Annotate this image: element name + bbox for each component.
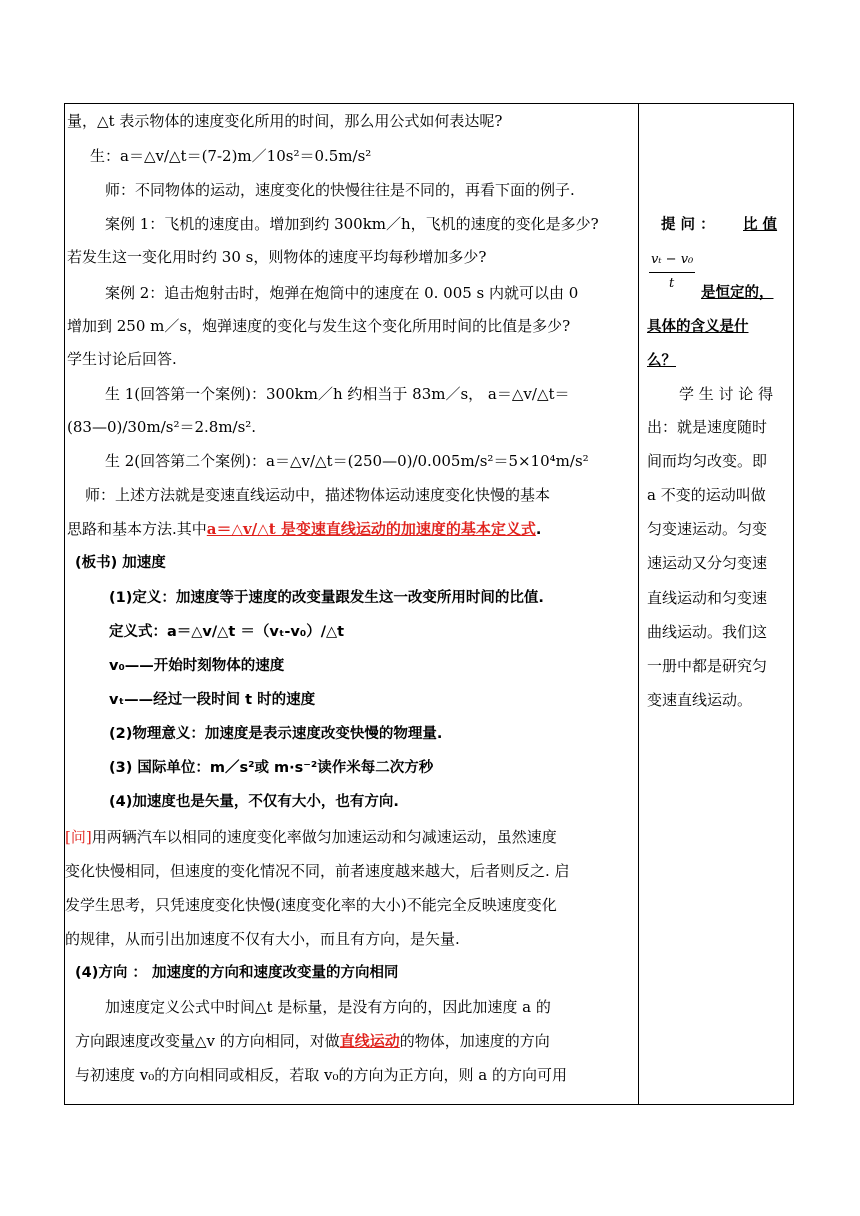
text-line: 生 2(回答第二个案例)：a＝△v/△t＝(250—0)/0.005m/s²＝5×10⁴m/s² (105, 452, 589, 470)
board-heading: (板书) 加速度 (75, 555, 166, 571)
main-column (65, 104, 638, 1104)
text-segment: 的物体，加速度的方向 (399, 1032, 550, 1050)
text-line: 师：不同物体的运动，速度变化的快慢往往是不同的，再看下面的例子. (105, 181, 575, 199)
direction-heading: (4)方向 ： 加速度的方向和速度改变量的方向相同 (75, 965, 399, 981)
question-text: 具体的含义是什 (647, 319, 749, 335)
text-line: 学生讨论后回答. (67, 350, 177, 368)
text-line: 生：a＝△v/△t＝(7-2)m／10s²＝0.5m/s² (90, 147, 372, 165)
text-segment: 思路和基本方法.其中 (67, 520, 207, 538)
highlighted-definition: a＝△v/△t 是变速直线运动的加速度的基本定义式 (206, 520, 536, 538)
linear-motion-link[interactable]: 直线运动 (339, 1032, 400, 1050)
ratio-label: 比 值 (743, 217, 778, 233)
answer-text: 直线运动和匀变速 (647, 589, 768, 607)
text-line: 与初速度 v₀的方向相同或相反，若取 v₀的方向为正方向，则 a 的方向可用 (75, 1066, 567, 1084)
text-line: 加速度定义公式中时间△t 是标量，是没有方向的，因此加速度 a 的 (105, 998, 551, 1016)
question-tag: [问] (65, 828, 92, 846)
text-line: 的规律，从而引出加速度不仅有大小，而且有方向，是矢量. (65, 930, 460, 948)
text-line: 案例 1：飞机的速度由。增加到约 300km／h，飞机的速度的变化是多少? (105, 215, 599, 233)
text-line: 量，△t 表示物体的速度变化所用的时间，那么用公式如何表达呢? (67, 112, 503, 130)
answer-text: 速运动又分匀变速 (647, 554, 768, 572)
answer-text: 一册中都是研究匀 (647, 657, 768, 675)
text-line (75, 1032, 550, 1050)
fraction-bar (649, 272, 695, 273)
text-line: 师：上述方法就是变速直线运动中，描述物体运动速度变化快慢的基本 (85, 486, 551, 504)
text-segment: 方向跟速度改变量△v 的方向相同，对做 (75, 1032, 340, 1050)
text-line: (83—0)/30m/s²＝2.8m/s². (67, 418, 257, 436)
answer-text: 匀变速运动。匀变 (647, 520, 768, 538)
answer-text: 曲线运动。我们这 (647, 623, 768, 641)
unit-line: (3) 国际单位：m／s²或 m·s⁻²读作米每二次方秒 (109, 760, 434, 776)
variable-line: v₀——开始时刻物体的速度 (109, 658, 285, 674)
fraction-denominator: t (669, 276, 675, 291)
answer-text: 变速直线运动。 (647, 691, 753, 709)
answer-text: 间而均匀改变。即 (647, 452, 768, 470)
text-line (67, 520, 541, 539)
question-text: 么？ (647, 353, 676, 369)
text-line: 若发生这一变化用时约 30 s，则物体的速度平均每秒增加多少? (67, 248, 487, 266)
answer-text: a 不变的运动叫做 (647, 486, 766, 504)
text-segment: . (535, 522, 542, 538)
meaning-line: (2)物理意义：加速度是表示速度改变快慢的物理量. (109, 726, 443, 742)
text-line: 生 1(回答第一个案例)：300km／h 约相当于 83m／s， a＝△v/△t＝ (105, 385, 570, 403)
formula-line: 定义式：a＝△v/△t ＝（vₜ-v₀）/△t (109, 624, 345, 640)
question-label: 提 问 ： (661, 217, 715, 233)
text-line: 发学生思考，只凭速度变化快慢(速度变化率的大小)不能完全反映速度变化 (65, 896, 557, 914)
text-line: 案例 2：追击炮射击时，炮弹在炮筒中的速度在 0. 005 s 内就可以由 0 (105, 284, 579, 302)
answer-text: 学 生 讨 论 得 (679, 385, 774, 403)
variable-line: vₜ——经过一段时间 t 时的速度 (109, 692, 316, 708)
question-text: 是恒定的， (701, 285, 774, 301)
definition-line: (1)定义：加速度等于速度的改变量跟发生这一改变所用时间的比值. (109, 590, 544, 606)
text-line (65, 828, 557, 846)
vector-line: (4)加速度也是矢量，不仅有大小，也有方向. (109, 794, 399, 810)
text-segment: 用两辆汽车以相同的速度变化率做匀加速运动和匀减速运动，虽然速度 (91, 828, 557, 846)
answer-text: 出：就是速度随时 (647, 418, 768, 436)
fraction-numerator: vₜ − v₀ (651, 252, 694, 267)
side-column (639, 104, 794, 1104)
text-line: 变化快慢相同，但速度的变化情况不同，前者速度越来越大，后者则反之. 启 (65, 862, 570, 880)
lesson-table (64, 103, 794, 1105)
text-line: 增加到 250 m／s，炮弹速度的变化与发生这个变化所用时间的比值是多少? (67, 317, 571, 335)
